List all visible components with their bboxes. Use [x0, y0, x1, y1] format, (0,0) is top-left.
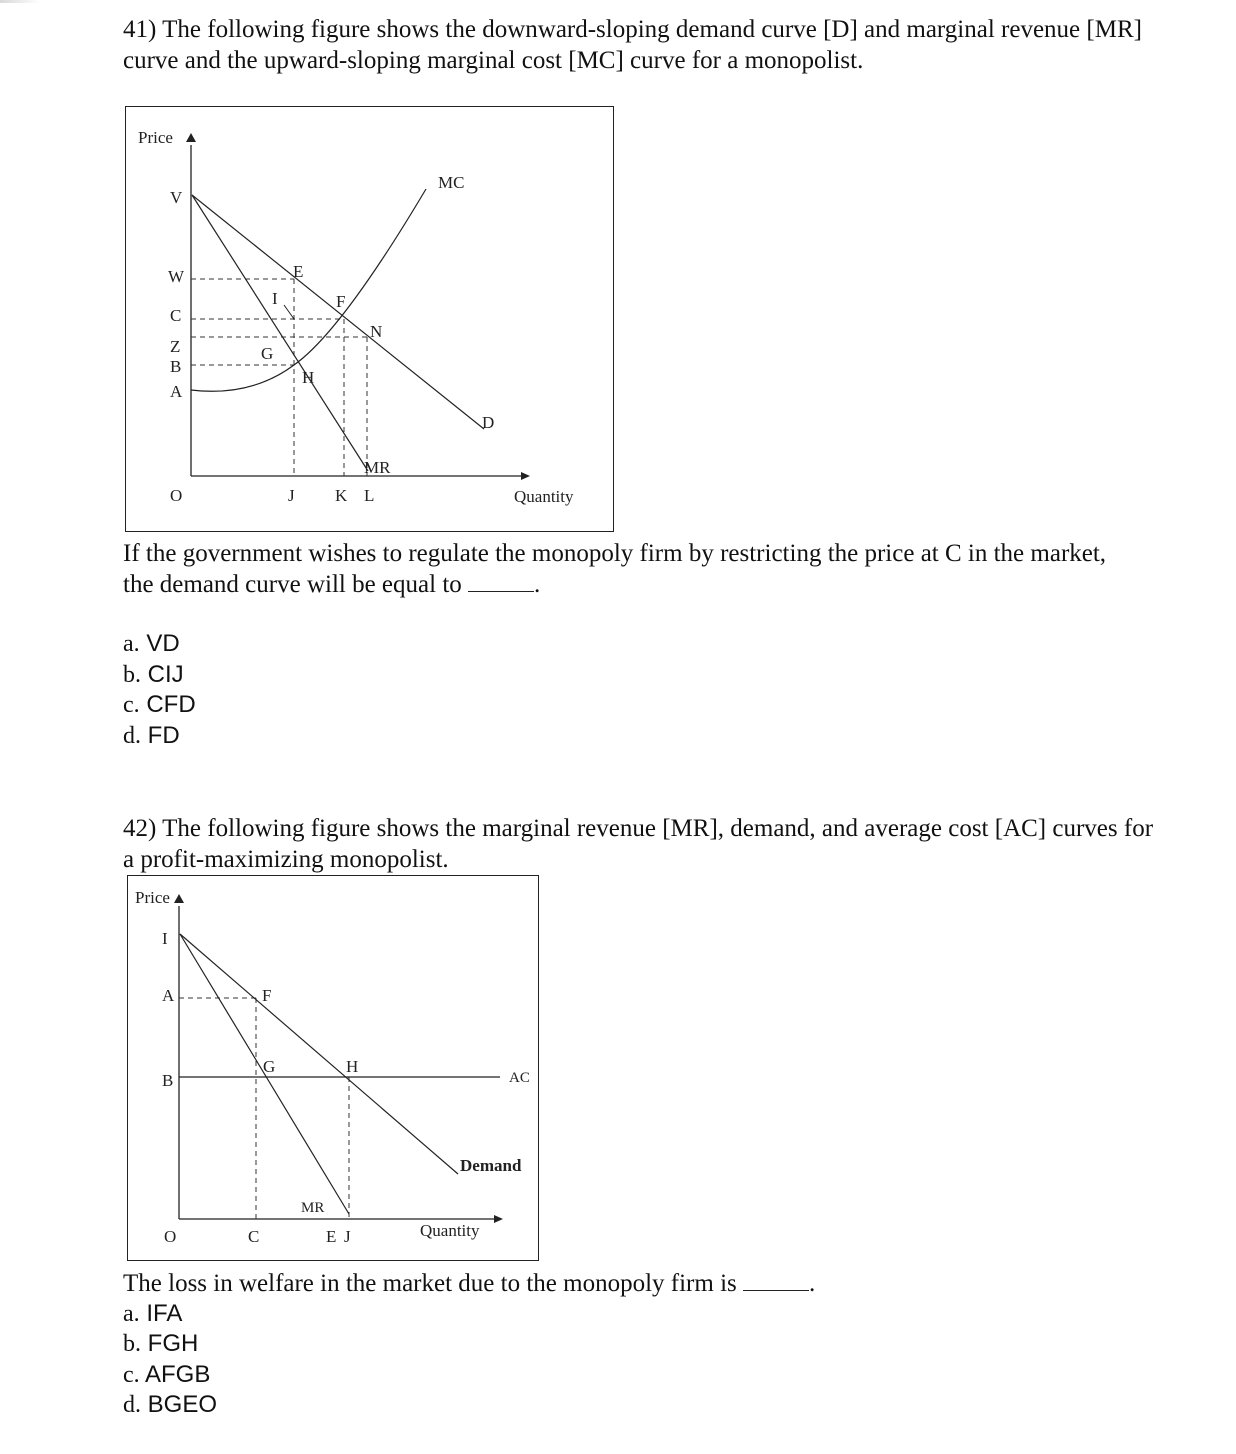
q41-point-i: I [272, 289, 278, 308]
q41-price-label-c: C [170, 306, 182, 325]
q41-mr-curve [192, 195, 368, 471]
q41-x-axis-label: Quantity [514, 487, 574, 506]
q41-figure [125, 106, 614, 532]
q42-price-label-a: A [162, 986, 175, 1005]
q41-price-label-z: Z [170, 337, 181, 356]
q42-question-end: . [809, 1270, 816, 1297]
q41-quantity-label-j: J [288, 486, 295, 505]
q41-mc-label: MC [438, 173, 465, 192]
q41-point-i-pointer [284, 305, 294, 319]
q42-demand-label: Demand [460, 1156, 522, 1175]
q41-mc-curve [191, 189, 426, 391]
q42-demand-curve [180, 934, 458, 1174]
q42-origin-label: O [164, 1227, 177, 1246]
q41-option-b[interactable]: b. CIJ [123, 661, 184, 688]
q42-option-b[interactable]: b. FGH [123, 1330, 199, 1357]
q42-ac-label: AC [509, 1070, 530, 1086]
q42-option-a[interactable]: a. IFA [123, 1300, 183, 1327]
q42-price-label-i: I [162, 929, 168, 948]
q41-option-c[interactable]: c. CFD [123, 691, 196, 718]
q41-origin-label: O [170, 486, 183, 505]
q42-intro: 42) The following figure shows the marginal revenue [MR], demand, and average cost [AC] curves for a profit-maximizing monopolist. [123, 815, 1154, 873]
q41-demand-curve [192, 195, 484, 429]
q41-price-label-a: A [170, 382, 183, 401]
top-edge-decoration [0, 0, 40, 3]
q42-point-f: F [262, 986, 272, 1005]
q41-point-g: G [261, 344, 274, 363]
q41-y-axis-label: Price [138, 128, 173, 147]
q42-mr-label: MR [301, 1200, 325, 1216]
q42-quantity-label-j: J [344, 1227, 351, 1246]
q41-quantity-label-k: K [335, 486, 348, 505]
q42-figure [127, 875, 539, 1261]
q41-answer-blank [468, 571, 534, 592]
q41-option-a[interactable]: a. VD [123, 630, 180, 657]
q42-quantity-label-c: C [248, 1227, 260, 1246]
q41-point-f: F [336, 292, 346, 311]
q41-point-n: N [370, 322, 383, 341]
q42-answer-blank [743, 1270, 809, 1291]
q41-point-e: E [293, 262, 304, 281]
q41-graph [126, 107, 612, 530]
q41-question [123, 538, 1123, 600]
q42-price-label-b: B [162, 1071, 174, 1090]
q41-option-d[interactable]: d. FD [123, 722, 180, 749]
q41-mr-label: MR [364, 458, 391, 477]
q42-option-d[interactable]: d. BGEO [123, 1391, 218, 1418]
q41-price-label-w: W [168, 267, 185, 286]
q42-option-c[interactable]: c. AFGB [123, 1361, 211, 1388]
q42-price-axis-arrow [174, 894, 184, 903]
q42-point-g: G [263, 1057, 276, 1076]
q42-graph [128, 876, 537, 1259]
q42-x-axis-label: Quantity [420, 1221, 480, 1240]
q42-point-h: H [346, 1057, 359, 1076]
q41-price-label-v: V [170, 188, 183, 207]
q41-point-h: H [302, 368, 315, 387]
q41-demand-label: D [482, 413, 495, 432]
q41-price-axis-arrow [186, 133, 196, 142]
q42-quantity-label-e: E [326, 1227, 337, 1246]
q42-y-axis-label: Price [135, 888, 170, 907]
q41-intro: 41) The following figure shows the downward-sloping demand curve [D] and marginal revenue [MR] curve and the upward-sloping marginal cost [MC] curve for a monopolist. [123, 16, 1142, 74]
q41-price-label-b: B [170, 357, 182, 376]
q41-question-end: . [534, 571, 541, 598]
q41-quantity-label-l: L [364, 486, 375, 505]
q41-quantity-axis-arrow [521, 472, 530, 480]
q42-quantity-axis-arrow [494, 1215, 503, 1223]
q42-question-text: The loss in welfare in the market due to the monopoly firm is [123, 1270, 737, 1297]
q41-question-text: If the government wishes to regulate the monopoly firm by restricting the price at C in the market, the demand curve will be equal to [123, 540, 1107, 598]
q42-question [123, 1268, 1123, 1299]
